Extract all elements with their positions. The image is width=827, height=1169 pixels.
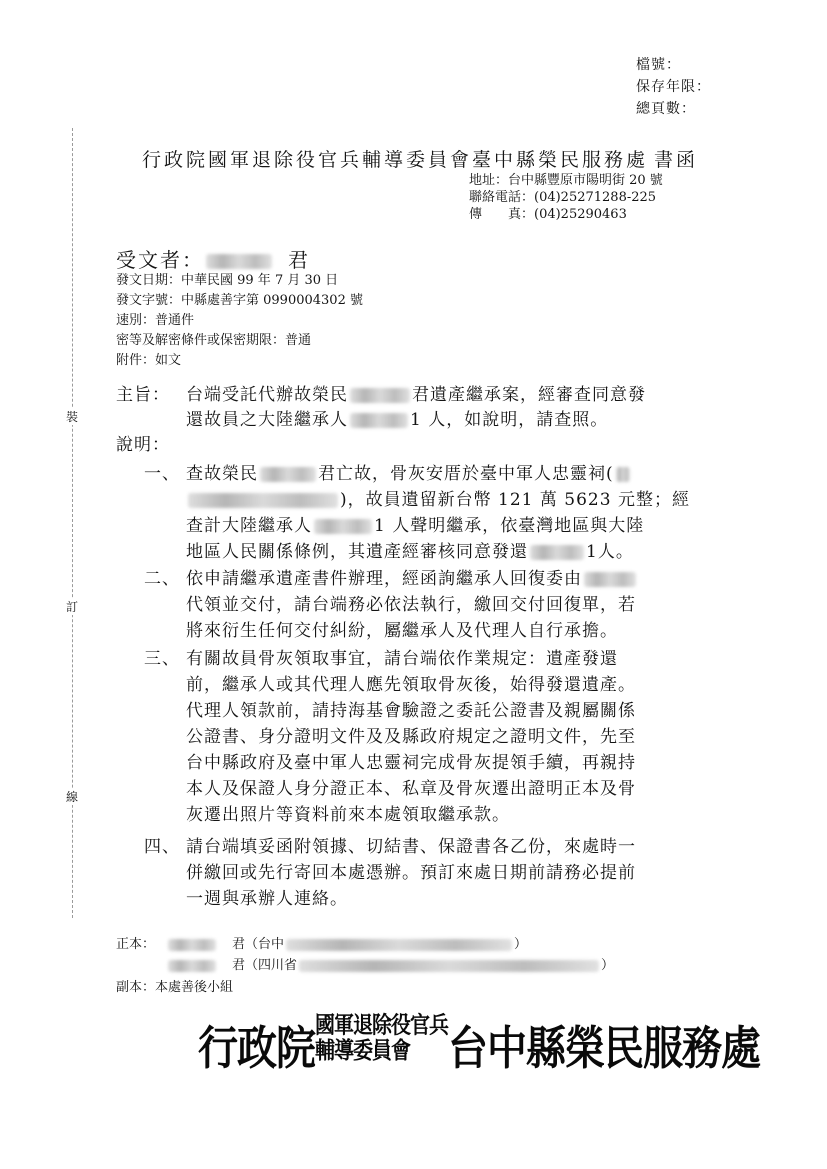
subject-line-2: 還故員之大陸繼承人 1 人，如說明，請查照。: [186, 410, 609, 430]
binding-mark-zhuang: 裝: [66, 410, 79, 424]
doc-type: 書函: [654, 149, 699, 171]
seal-small-block: [315, 1012, 448, 1063]
item-3-line-2: 前，繼承人或其代理人應先領取骨灰後，始得發還遺產。: [186, 675, 636, 695]
redacted-name: [350, 388, 410, 403]
item-3-line-5: 台中縣政府及臺中軍人忠靈祠完成骨灰提領手續，再親持: [186, 753, 636, 773]
redacted-name: [260, 467, 316, 482]
item-4-line-1: 請台端填妥函附領據、切結書、保證書各乙份，來處時一: [186, 837, 636, 857]
item-3-line-7: 灰遷出照片等資料前來本處領取繼承款。: [186, 805, 510, 825]
redacted-name: [584, 572, 636, 587]
item-3-line-3: 代理人領款前，請持海基會驗證之委託公證書及親屬關係: [186, 701, 636, 721]
redacted-name: [168, 939, 216, 951]
item-1-line-3: 查計大陸繼承人 1 人聲明繼承，依臺灣地區與大陸: [186, 516, 645, 536]
redacted-text: [616, 467, 630, 482]
item-2-line-2: 代領並交付，請台端務必依法執行，繳回交付回復單，若: [186, 595, 636, 615]
agency-seal: [198, 1012, 760, 1078]
recipient-suffix: 君: [288, 248, 310, 272]
archive-info: [636, 54, 711, 120]
document-meta: [116, 271, 363, 371]
seal-text-1: 行政院: [198, 1021, 315, 1076]
recipient: [116, 244, 310, 273]
item-number-2: 二、: [144, 569, 180, 589]
redacted-name: [314, 519, 372, 534]
item-number-3: 三、: [144, 649, 180, 669]
total-pages: 總頁數：: [636, 101, 696, 117]
document-number: 發文字號：中縣處善字第 0990004302 號: [116, 293, 363, 308]
main-recipient-label: 正本：: [116, 937, 156, 952]
redacted-name: [350, 413, 408, 428]
fax: 傳 真：(04)25290463: [469, 207, 627, 222]
redacted-name: [168, 960, 216, 972]
item-number-1: 一、: [144, 464, 180, 484]
main-recipient-2: 君（四川省 ）: [166, 955, 614, 976]
item-1-line-4: 地區人民關係條例，其遺產經審核同意發還 1人。: [186, 542, 634, 562]
item-3-line-1: 有關故員骨灰領取事宜，請台端依作業規定：遺產發還: [186, 649, 618, 669]
seal-text-2: 國軍退除役官兵: [315, 1010, 448, 1039]
seal-text-3: 輔導委員會: [315, 1036, 410, 1064]
item-1-line-1: 查故榮民 君亡故，骨灰安厝於臺中軍人忠靈祠(: [186, 462, 632, 487]
speed-class: 速別：普通件: [116, 313, 195, 328]
binding-mark-xian: 線: [66, 790, 79, 804]
redacted-address: [286, 939, 512, 951]
item-3-line-6: 本人及保證人身分證正本、私章及骨灰遷出證明正本及骨: [186, 779, 636, 799]
item-4-line-3: 一週與承辦人連絡。: [186, 889, 348, 909]
binding-mark-ding: 訂: [66, 600, 79, 614]
secrecy-class: 密等及解密條件或保密期限：普通: [116, 333, 312, 348]
file-number: 檔號：: [636, 57, 681, 73]
agency-title: 行政院國軍退除役官兵輔導委員會臺中縣榮民服務處: [142, 149, 649, 171]
copy-recipient: 副本：本處善後小組: [116, 980, 234, 995]
seal-text-4: 台中縣榮民服務處: [448, 1021, 760, 1076]
item-number-4: 四、: [144, 837, 180, 857]
item-3-line-4: 公證書、身分證明文件及及縣政府規定之證明文件，先至: [186, 727, 636, 747]
item-2-line-3: 將來衍生任何交付糾紛，屬繼承人及代理人自行承擔。: [186, 621, 618, 641]
item-2-line-1: 依申請繼承遺產書件辦理，經函詢繼承人回復委由: [186, 567, 638, 592]
retention-period: 保存年限：: [636, 79, 711, 95]
main-recipient-1: 君（台中 ）: [166, 934, 527, 955]
redacted-location: [188, 493, 338, 508]
attachment: 附件：如文: [116, 353, 182, 368]
redacted-name: [206, 254, 272, 269]
subject-line-1: 台端受託代辦故榮民 君遺產繼承案，經審查同意發: [186, 385, 646, 405]
address: 地址：台中縣豐原市陽明街 20 號: [469, 173, 663, 188]
redacted-name: [530, 545, 584, 560]
subject-label: 主旨：: [116, 385, 170, 405]
issue-date: 發文日期：中華民國 99 年 7 月 30 日: [116, 273, 339, 288]
recipient-label: 受文者：: [116, 248, 204, 272]
item-4-line-2: 併繳回或先行寄回本處憑辦。預訂來處日期前請務必提前: [186, 863, 636, 883]
redacted-address: [299, 960, 599, 972]
explanation-label: 說明：: [116, 435, 170, 455]
item-1-line-2: )，故員遺留新台幣 121 萬 5623 元整；經: [186, 488, 690, 513]
contact-info: [469, 172, 663, 223]
phone: 聯絡電話：(04)25271288-225: [469, 190, 657, 205]
